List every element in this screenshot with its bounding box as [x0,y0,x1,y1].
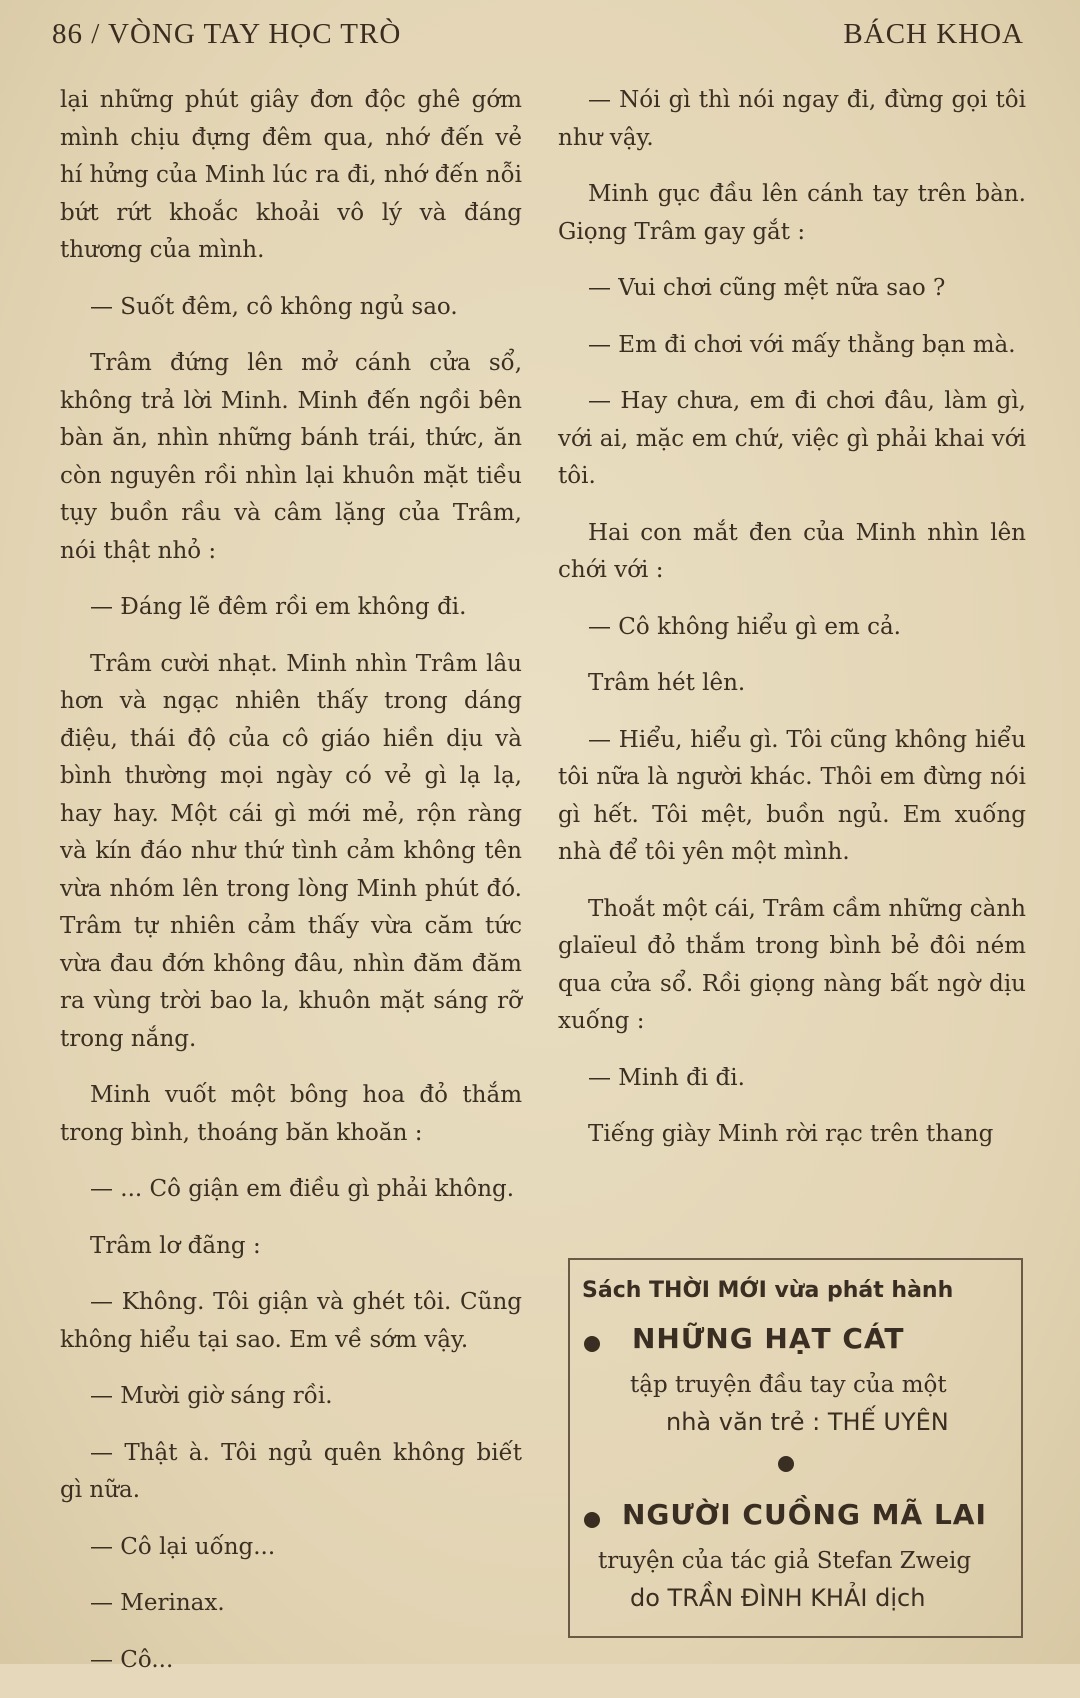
paragraph: lại những phút giây đơn độc ghê gớm mình chịu đựng đêm qua, nhớ đến vẻ hí hửng của Minh lúc ra đi, nhớ đến nỗi bứt rứt khoắc khoải vô lý và đáng thương của mình. [60,87,522,263]
book-advertisement [568,1258,1023,1638]
paragraph: — Đáng lẽ đêm rồi em không đi. [90,594,467,620]
page-header [52,10,1024,54]
book-description: tập truyện đầu tay của một [630,1372,947,1398]
book-translator: do TRẦN ĐÌNH KHẢI dịch [630,1584,926,1612]
paragraph: — Không. Tôi giận và ghét tôi. Cũng không hiểu tại sao. Em về sớm vậy. [60,1289,522,1353]
left-column [60,82,522,1698]
paragraph: — Cô lại uống... [90,1533,276,1560]
paragraph: — Merinax. [90,1590,225,1616]
paragraph: — Nói gì thì nói ngay đi, đừng gọi tôi như vậy. [558,87,1026,151]
paragraph: Trâm cười nhạt. Minh nhìn Trâm lâu hơn và ngạc nhiên thấy trong dáng điệu, thái độ của cô giáo hiền dịu và bình thường mọi ngày có vẻ gì lạ lạ, hay hay. Một cái gì mới mẻ, rộn ràng và kín đáo như thứ tình cảm không tên vừa nhóm lên trong lòng Minh phút đó. Trâm tự nhiên cảm thấy vừa căm tức vừa đau đớn không đâu, nhìn đăm đăm ra vùng trời bao la, khuôn mặt sáng rỡ trong nắng. [60,650,522,1052]
book-description: truyện của tác giả Stefan Zweig [598,1548,972,1574]
paragraph: — Cô không hiểu gì em cả. [588,613,901,640]
paragraph: — Hiểu, hiểu gì. Tôi cũng không hiểu tôi nữa là người khác. Thôi em đừng nói gì hết. Tôi mệt, buồn ngủ. Em xuống nhà để tôi yên một mình. [558,726,1026,865]
paragraph: Thoắt một cái, Trâm cầm những cành glaïeul đỏ thắm trong bình bẻ đôi ném qua cửa sổ. Rồi giọng nàng bất ngờ dịu xuống : [558,895,1026,1034]
book-title: NHỮNG HẠT CÁT [632,1322,905,1355]
paragraph: Hai con mắt đen của Minh nhìn lên chới với : [558,519,1026,583]
paragraph: — Thật à. Tôi ngủ quên không biết gì nữa. [60,1439,522,1503]
magazine-name: BÁCH KHOA [843,18,1024,50]
paragraph: Trâm đứng lên mở cánh cửa sổ, không trả lời Minh. Minh đến ngồi bên bàn ăn, nhìn những bánh trái, thức, ăn còn nguyên rồi nhìn lại khuôn mặt tiều tụy buồn rầu và câm lặng của Trâm, nói thật nhỏ : [60,350,522,564]
bullet-icon [584,1512,600,1528]
right-column [558,82,1026,1173]
paragraph: — Hay chưa, em đi chơi đâu, làm gì, với ai, mặc em chứ, việc gì phải khai với tôi. [558,388,1026,489]
paragraph: — Vui chơi cũng mệt nữa sao ? [588,275,946,301]
ad-heading: Sách THỜI MỚI vừa phát hành [582,1278,954,1303]
book-author: nhà văn trẻ : THẾ UYÊN [666,1408,949,1436]
book-title: NGƯỜI CUỒNG MÃ LAI [622,1498,987,1531]
paragraph: — ... Cô giận em điều gì phải không. [90,1176,515,1202]
paragraph: Minh gục đầu lên cánh tay trên bàn. Giọng Trâm gay gắt : [558,181,1026,245]
paragraph: — Suốt đêm, cô không ngủ sao. [90,293,458,320]
bullet-icon [778,1456,794,1472]
paragraph: — Cô... [90,1646,174,1673]
paragraph: Tiếng giày Minh rời rạc trên thang [588,1121,994,1147]
paragraph: — Em đi chơi với mấy thằng bạn mà. [588,331,1016,358]
bullet-icon [584,1336,600,1352]
paragraph: Trâm lơ đãng : [90,1232,261,1259]
paragraph: — Mười giờ sáng rồi. [90,1383,333,1409]
paragraph: Trâm hét lên. [588,670,746,696]
running-title: 86 / VÒNG TAY HỌC TRÒ [52,18,402,50]
paragraph: — Minh đi đi. [588,1064,745,1091]
paragraph: Minh vuốt một bông hoa đỏ thắm trong bình, thoáng băn khoăn : [60,1082,522,1146]
